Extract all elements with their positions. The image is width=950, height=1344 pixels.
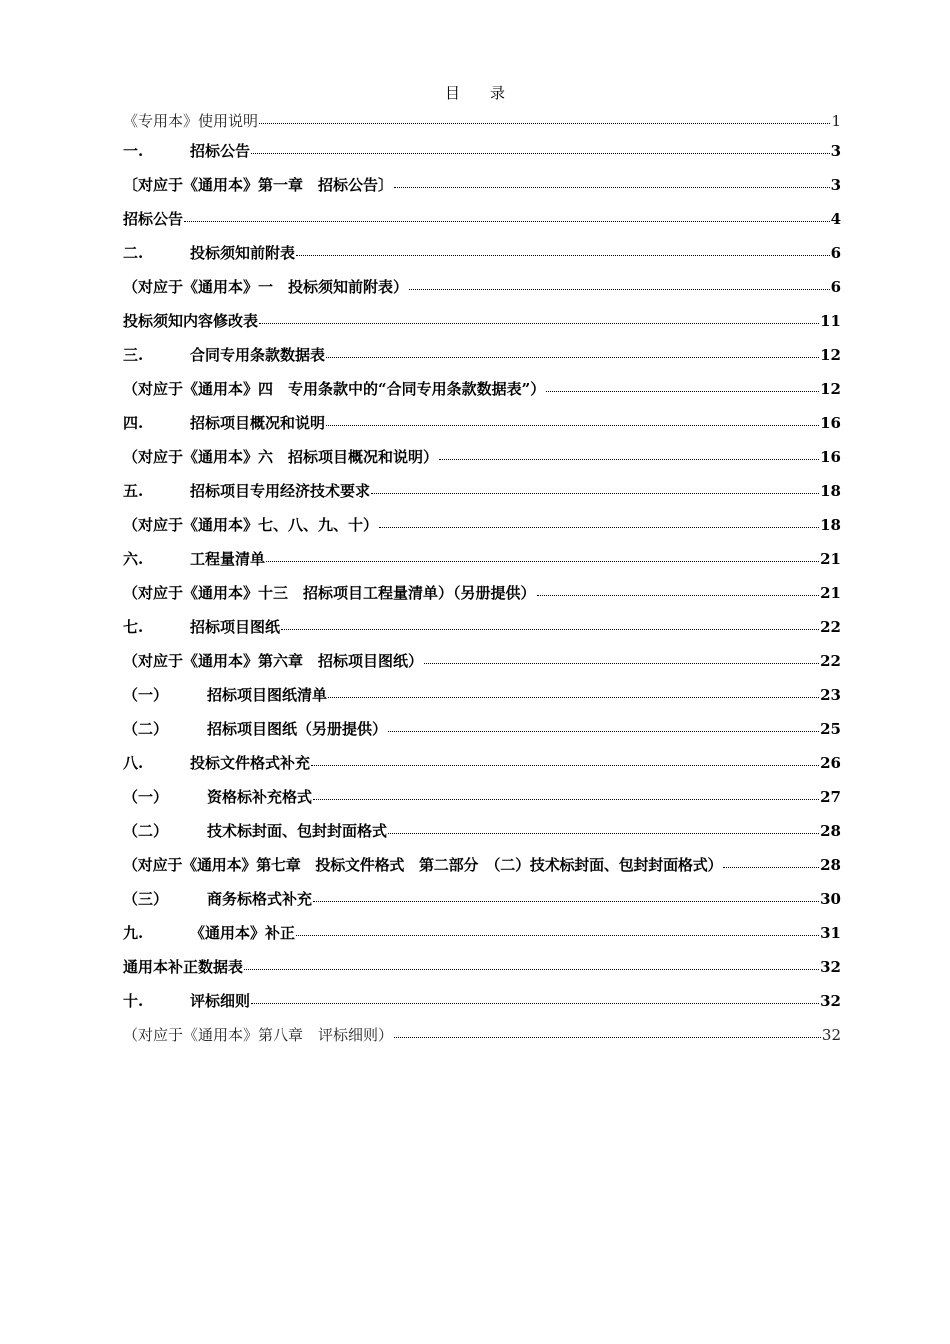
toc-entry[interactable]	[123, 443, 841, 477]
toc-entry-number: 三.	[123, 346, 144, 364]
toc-entry-page-number: 6	[830, 244, 841, 262]
toc-entry-number: 七.	[123, 618, 144, 636]
toc-entry-page-number: 16	[820, 414, 841, 432]
toc-entry[interactable]	[123, 171, 841, 205]
toc-entry-label: 招标公告	[190, 142, 251, 160]
toc-entry[interactable]	[123, 137, 841, 171]
toc-entry-page-number: 3	[830, 142, 841, 160]
toc-entry-number: （一）	[123, 788, 169, 806]
toc-entry[interactable]	[123, 851, 841, 885]
toc-entry-label: （对应于《通用本》第八章 评标细则）	[123, 1026, 394, 1044]
toc-entry-label: （对应于《通用本》六 招标项目概况和说明）	[123, 448, 439, 466]
toc-leader-dots	[409, 271, 830, 290]
toc-entry-label: 商务标格式补充	[207, 890, 313, 908]
toc-entry-label: 技术标封面、包封封面格式	[207, 822, 388, 840]
toc-leader-dots	[326, 339, 819, 358]
toc-entry[interactable]	[123, 885, 841, 919]
toc-title-char-2: 录	[490, 84, 506, 102]
toc-entry-number: 一.	[123, 142, 144, 160]
toc-entry[interactable]	[123, 987, 841, 1021]
toc-entry-page-number: 32	[820, 992, 841, 1010]
toc-entry-label: 《通用本》补正	[190, 924, 296, 942]
toc-entry-label: 招标项目概况和说明	[190, 414, 326, 432]
toc-entry-label: 合同专用条款数据表	[190, 346, 326, 364]
toc-entry-label: 招标公告	[123, 210, 184, 228]
toc-entry[interactable]	[123, 205, 841, 239]
toc-entry[interactable]	[123, 239, 841, 273]
toc-entry[interactable]	[123, 953, 841, 987]
toc-entry[interactable]	[123, 817, 841, 851]
toc-entry-label: （对应于《通用本》第七章 投标文件格式 第二部分 （二）技术标封面、包封封面格式）	[123, 856, 723, 874]
toc-entry-page-number: 27	[820, 788, 841, 806]
toc-entry[interactable]	[123, 375, 841, 409]
toc-entry-number: 八.	[123, 754, 144, 772]
toc-entry-page-number: 22	[820, 618, 841, 636]
toc-entry-number: （三）	[123, 890, 169, 908]
toc-entry-number: 四.	[123, 414, 144, 432]
toc-leader-dots	[259, 305, 819, 324]
toc-entry-page-number: 11	[820, 312, 841, 330]
toc-entry-label: （对应于《通用本》第六章 招标项目图纸）	[123, 652, 424, 670]
toc-entry-number: （一）	[123, 686, 169, 704]
toc-leader-dots	[326, 407, 819, 426]
toc-entry-page-number: 21	[820, 550, 841, 568]
toc-entry-page-number: 4	[830, 210, 841, 228]
toc-entry[interactable]	[123, 477, 841, 511]
toc-entry[interactable]	[123, 273, 841, 307]
toc-entry[interactable]	[123, 749, 841, 783]
toc-leader-dots	[296, 917, 819, 936]
toc-entry[interactable]	[123, 919, 841, 953]
toc-leader-dots	[537, 577, 820, 596]
toc-entry[interactable]	[123, 715, 841, 749]
toc-entry-label: 通用本补正数据表	[123, 958, 244, 976]
toc-leader-dots	[251, 135, 830, 154]
toc-entry-label: 招标项目图纸清单	[207, 686, 328, 704]
toc-leader-dots	[394, 1019, 821, 1038]
toc-entry[interactable]	[123, 613, 841, 647]
toc-leader-dots	[313, 883, 819, 902]
toc-entry-label: 资格标补充格式	[207, 788, 313, 806]
toc-entry-label: （对应于《通用本》四 专用条款中的“合同专用条款数据表”）	[123, 380, 546, 398]
toc-entry-page-number: 23	[820, 686, 841, 704]
toc-leader-dots	[281, 611, 819, 630]
toc-entry[interactable]	[123, 341, 841, 375]
toc-entry-number: （二）	[123, 720, 169, 738]
toc-entry-page-number: 1	[831, 112, 841, 130]
toc-leader-dots	[388, 713, 819, 732]
toc-entry[interactable]	[123, 647, 841, 681]
toc-entry[interactable]	[123, 307, 841, 341]
toc-entry-label: 《专用本》使用说明	[123, 112, 259, 130]
toc-entry-label: （对应于《通用本》十三 招标项目工程量清单）（另册提供）	[123, 584, 536, 602]
toc-entry-label: 投标须知内容修改表	[123, 312, 259, 330]
toc-entry-page-number: 22	[820, 652, 841, 670]
toc-entry[interactable]	[123, 783, 841, 817]
toc-title	[0, 82, 950, 103]
toc-entry-page-number: 28	[820, 822, 841, 840]
toc-entry-page-number: 32	[820, 958, 841, 976]
toc-leader-dots	[424, 645, 819, 664]
toc-leader-dots	[723, 849, 819, 868]
toc-entry-page-number: 16	[820, 448, 841, 466]
toc-leader-dots	[313, 781, 819, 800]
table-of-contents	[123, 107, 841, 1055]
toc-entry-number: 九.	[123, 924, 144, 942]
toc-leader-dots	[388, 815, 819, 834]
toc-entry-page-number: 25	[820, 720, 841, 738]
toc-entry-label: 投标须知前附表	[190, 244, 296, 262]
toc-entry-number: （二）	[123, 822, 169, 840]
toc-entry-label: 投标文件格式补充	[190, 754, 311, 772]
toc-entry[interactable]	[123, 1021, 841, 1055]
toc-entry[interactable]	[123, 579, 841, 613]
toc-entry[interactable]	[123, 511, 841, 545]
toc-leader-dots	[184, 203, 830, 222]
toc-entry[interactable]	[123, 545, 841, 579]
toc-leader-dots	[546, 373, 819, 392]
toc-entry-page-number: 18	[820, 482, 841, 500]
toc-entry[interactable]	[123, 681, 841, 715]
toc-entry-page-number: 30	[820, 890, 841, 908]
toc-entry-number: 二.	[123, 244, 144, 262]
toc-entry[interactable]	[123, 409, 841, 443]
toc-entry[interactable]	[123, 107, 841, 137]
toc-entry-page-number: 12	[820, 346, 841, 364]
toc-entry-page-number: 12	[820, 380, 841, 398]
toc-entry-label: 〔对应于《通用本》第一章 招标公告〕	[123, 176, 394, 194]
toc-entry-label: 招标项目图纸（另册提供）	[207, 720, 388, 738]
toc-leader-dots	[328, 679, 819, 698]
toc-leader-dots	[244, 951, 819, 970]
toc-leader-dots	[311, 747, 819, 766]
toc-entry-number: 五.	[123, 482, 144, 500]
toc-leader-dots	[439, 441, 819, 460]
toc-entry-label: 招标项目图纸	[190, 618, 281, 636]
toc-entry-page-number: 28	[820, 856, 841, 874]
toc-entry-page-number: 21	[820, 584, 841, 602]
toc-entry-number: 六.	[123, 550, 144, 568]
toc-leader-dots	[259, 105, 830, 124]
toc-leader-dots	[266, 543, 819, 562]
toc-entry-number: 十.	[123, 992, 144, 1010]
toc-entry-label: （对应于《通用本》一 投标须知前附表）	[123, 278, 409, 296]
toc-title-char-1: 目	[444, 84, 460, 102]
toc-entry-page-number: 6	[830, 278, 841, 296]
toc-entry-label: 招标项目专用经济技术要求	[190, 482, 371, 500]
toc-entry-label: （对应于《通用本》七、八、九、十）	[123, 516, 379, 534]
toc-entry-label: 工程量清单	[190, 550, 266, 568]
toc-entry-page-number: 31	[820, 924, 841, 942]
toc-entry-label: 评标细则	[190, 992, 251, 1010]
toc-leader-dots	[251, 985, 819, 1004]
toc-entry-page-number: 26	[820, 754, 841, 772]
toc-entry-page-number: 18	[820, 516, 841, 534]
toc-entry-page-number: 3	[830, 176, 841, 194]
toc-leader-dots	[296, 237, 830, 256]
toc-leader-dots	[379, 509, 819, 528]
toc-leader-dots	[371, 475, 819, 494]
toc-leader-dots	[394, 169, 830, 188]
toc-entry-page-number: 32	[821, 1026, 841, 1044]
